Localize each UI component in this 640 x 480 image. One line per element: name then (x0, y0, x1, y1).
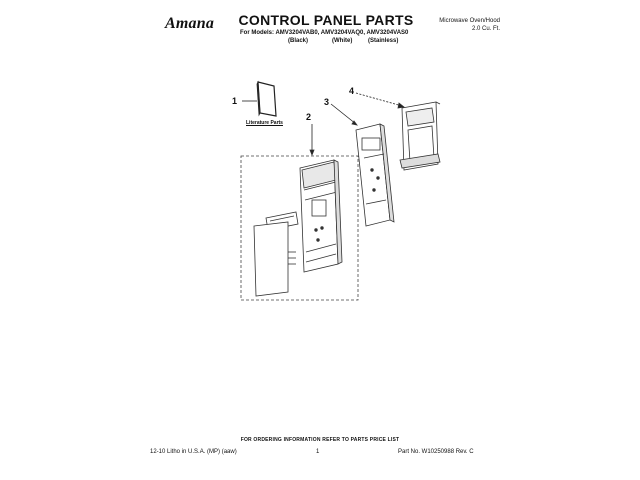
part-3-control-board (331, 104, 394, 226)
callout-3: 3 (324, 97, 330, 107)
product-capacity: 2.0 Cu. Ft. (471, 26, 500, 32)
color-label-black: (Black) (288, 38, 309, 44)
callout-2: 2 (306, 112, 312, 122)
print-info: 12-10 Litho in U.S.A. (MP) (aaw) (150, 449, 237, 455)
part-2-control-panel-assembly (241, 124, 358, 300)
literature-parts-label: Literature Parts (246, 120, 283, 126)
part-1-literature-booklet (242, 82, 276, 116)
models-line: For Models: AMV3204VAB0, AMV3204VAQ0, AMV3204VAS0 (240, 30, 409, 36)
ordering-note: FOR ORDERING INFORMATION REFER TO PARTS PRICE LIST (240, 437, 400, 443)
page-title: CONTROL PANEL PARTS (238, 12, 414, 28)
callout-1: 1 (232, 96, 238, 106)
color-label-stainless: (Stainless) (368, 38, 399, 44)
part-number: Part No. W10250988 Rev. C (398, 449, 474, 455)
brand-logo: Amana (165, 15, 215, 32)
product-type: Microwave Oven/Hood (439, 18, 500, 24)
color-label-white: (White) (332, 38, 353, 44)
page-number: 1 (316, 449, 320, 455)
callout-4: 4 (349, 86, 355, 96)
